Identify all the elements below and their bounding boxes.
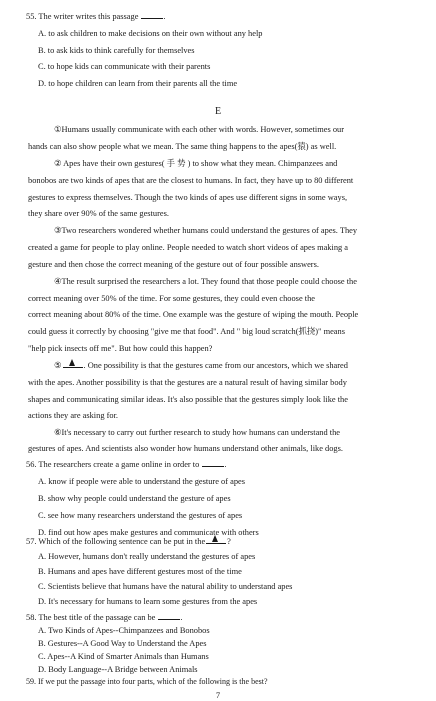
q58-option-d: D. Body Language--A Bridge between Animals [38, 665, 198, 674]
q56-option-a: A. know if people were able to understand the gesture of apes [38, 477, 245, 486]
q56-option-c: C. see how many researchers understand the gestures of apes [38, 511, 243, 520]
section-heading: E [214, 106, 222, 117]
passage-line: correct meaning about 80% of the time. One example was the gesture of wiping the mouth. People [28, 310, 359, 319]
q58-option-b: B. Gestures--A Good Way to Understand the Apes [38, 639, 207, 648]
passage-line: shapes and communicating similar ideas. It's also possible that the gestures simply look like the [28, 395, 348, 404]
passage-line: ①Humans usually communicate with each other with words. However, sometimes our [54, 125, 344, 134]
q57-stem: 57. Which of the following sentence can be put in the ? [26, 537, 231, 546]
passage-line: they share over 90% of the same gestures. [28, 209, 169, 218]
q57-option-d: D. It's necessary for humans to learn some gestures from the apes [38, 597, 258, 606]
passage-line: actions they are asking for. [28, 411, 119, 420]
answer-blank [158, 612, 180, 620]
q55-stem: 55. The writer writes this passage . [26, 12, 166, 21]
answer-blank [206, 536, 226, 544]
q58-stem: 58. The best title of the passage can be . [26, 613, 183, 622]
q55-option-b: B. to ask kids to think carefully for themselves [38, 46, 195, 55]
q56-stem: 56. The researchers create a game online in order to . [26, 460, 227, 469]
q55-option-d: D. to hope children can learn from their parents all the time [38, 79, 238, 88]
q59-stem: 59. If we put the passage into four parts, which of the following is the best? [26, 677, 268, 686]
answer-blank [141, 11, 163, 19]
page-number: 7 [215, 690, 221, 700]
passage-line: ⑥It's necessary to carry out further research to study how humans can understand the [54, 428, 340, 437]
triangle-marker-icon [69, 359, 75, 366]
passage-line: "help pick insects off me". But how could this happen? [28, 344, 213, 353]
passage-line-with-blank: ⑤ . One possibility is that the gestures came from our ancestors, which we shared [54, 361, 348, 370]
passage-line: hands can also show people what we mean. The same thing happens to the apes(猿) as well. [28, 142, 337, 151]
answer-blank [63, 360, 83, 368]
q58-option-a: A. Two Kinds of Apes--Chimpanzees and Bonobos [38, 626, 210, 635]
q56-option-d: D. find out how apes make gestures and communicate with others [38, 528, 259, 537]
passage-line: gestures of apes. And scientists also wonder how humans understand other animals, like dogs. [28, 444, 343, 453]
answer-blank [202, 459, 224, 467]
passage-line: ④The result surprised the researchers a lot. They found that those people could choose the [54, 277, 357, 286]
q57-option-a: A. However, humans don't really understand the gestures of apes [38, 552, 256, 561]
q57-option-c: C. Scientists believe that humans have the natural ability to understand apes [38, 582, 293, 591]
passage-line: correct meaning over 50% of the time. For some gestures, they could even choose the [28, 294, 315, 303]
passage-line: ③Two researchers wondered whether humans could understand the gestures of apes. They [54, 226, 358, 235]
passage-line: with the apes. Another possibility is that the gestures are a natural result of having similar body [28, 378, 347, 387]
passage-line: could guess it correctly by choosing "give me that food". And " big loud scratch(抓挠)" means [28, 327, 345, 336]
triangle-marker-icon [212, 535, 218, 542]
q58-option-c: C. Apes--A Kind of Smarter Animals than Humans [38, 652, 209, 661]
q55-option-a: A. to ask children to make decisions on their own without any help [38, 29, 263, 38]
passage-line: gesture and then chose the correct meaning of the gesture out of four possible answers. [28, 260, 319, 269]
q55-option-c: C. to hope kids can communicate with their parents [38, 62, 211, 71]
q56-option-b: B. show why people could understand the gesture of apes [38, 494, 231, 503]
q57-option-b: B. Humans and apes have different gestures most of the time [38, 567, 242, 576]
passage-line: gestures to express themselves. Though the two kinds of apes use different signs in some ways, [28, 193, 348, 202]
passage-line: created a game for people to play online. People needed to watch short videos of apes making a [28, 243, 349, 252]
passage-line: ② Apes have their own gestures( 手 势 ) to show what they mean. Chimpanzees and [54, 159, 338, 168]
passage-line: bonobos are two kinds of apes that are the closest to humans. In fact, they have up to 80 different [28, 176, 354, 185]
